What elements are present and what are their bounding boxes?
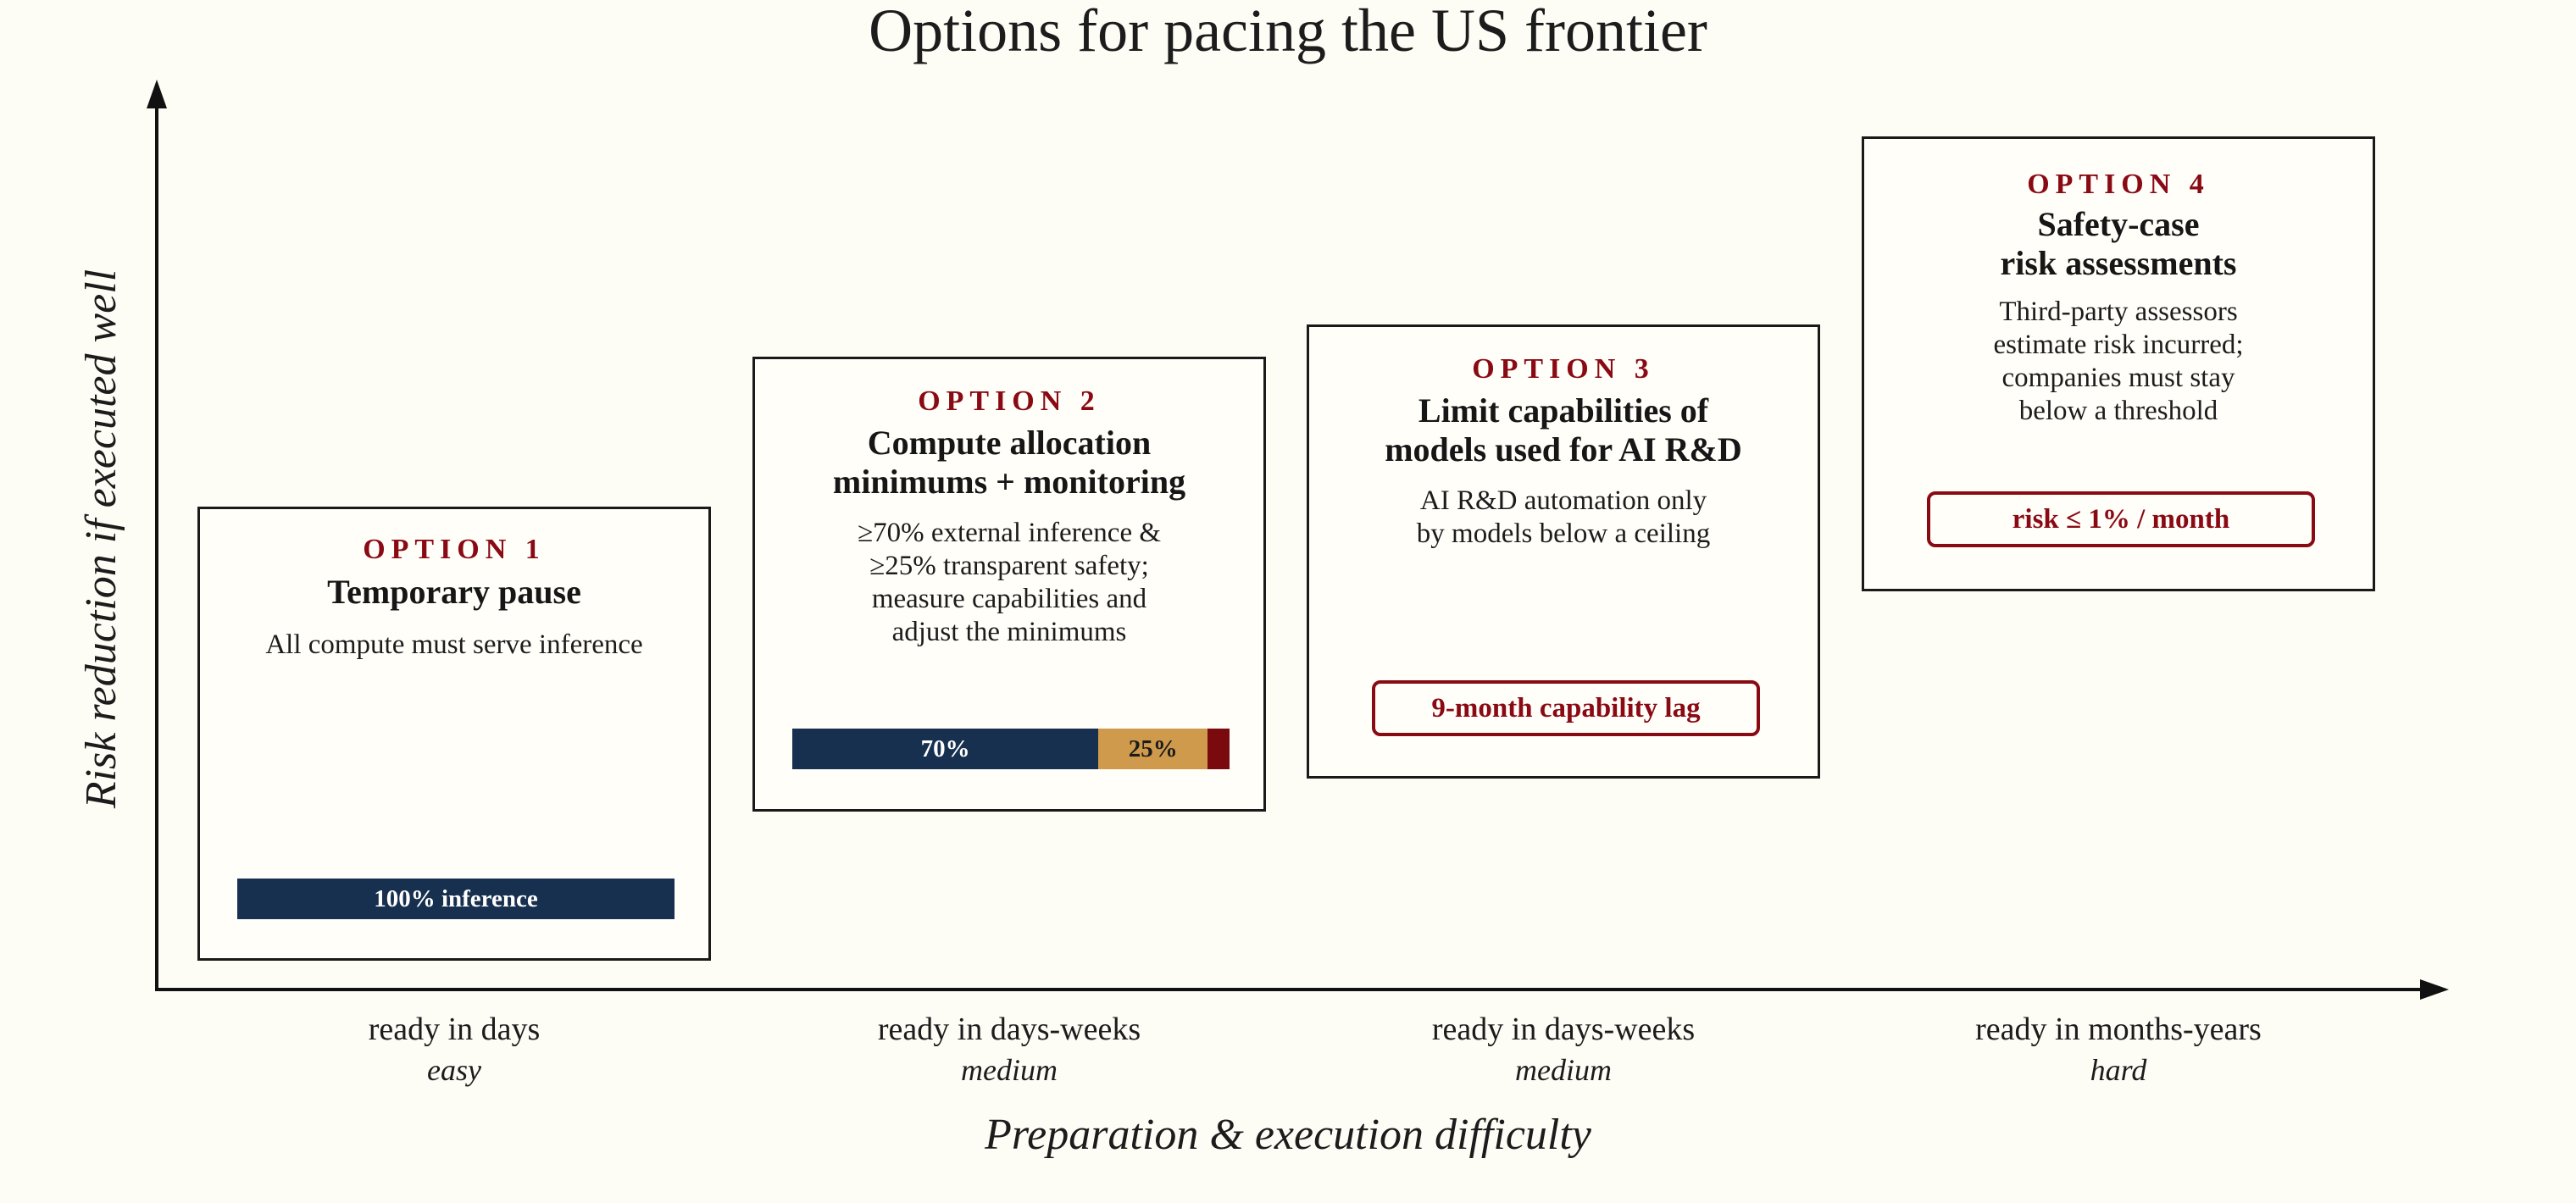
y-axis-title: Risk reduction if executed well: [77, 269, 125, 809]
option-3-badge: 9-month capability lag: [1372, 680, 1760, 736]
x-category-4: [1898, 1010, 2339, 1091]
option-1-description: [200, 629, 708, 662]
option-3-description: [1309, 485, 1818, 551]
option-1-title-line: Temporary pause: [327, 573, 581, 611]
option-3-title: [1309, 391, 1818, 469]
option-2-inference-label: 70%: [920, 735, 970, 762]
option-1-desc-line: All compute must serve inference: [265, 629, 643, 660]
option-3-desc-line: by models below a ceiling: [1416, 518, 1711, 549]
option-2-label: OPTION 2: [918, 385, 1101, 417]
option-2-allocation-bar: [792, 729, 1230, 769]
option-2-inference-segment: [792, 729, 1098, 769]
option-4-desc-line: estimate risk incurred;: [1993, 330, 2244, 360]
option-4-title: [1864, 205, 2373, 283]
option-1-bar-label: 100% inference: [374, 884, 538, 912]
option-4-desc-line: companies must stay: [2001, 363, 2235, 393]
option-4-box: [1862, 136, 2375, 591]
option-2-remainder-segment: [1208, 729, 1230, 769]
option-1-inference-bar: [237, 879, 675, 919]
x-category-difficulty: medium: [961, 1053, 1058, 1087]
option-2-safety-segment: [1098, 729, 1208, 769]
option-1-title: [200, 573, 708, 612]
x-category-3: [1343, 1010, 1784, 1091]
option-2-desc-line: adjust the minimums: [891, 617, 1127, 647]
option-1-inference-segment: [237, 879, 675, 919]
option-4-desc-line: Third-party assessors: [1999, 297, 2238, 327]
option-2-desc-line: ≥25% transparent safety;: [869, 551, 1149, 581]
diagram-title: Options for pacing the US frontier: [869, 0, 1707, 64]
option-2-safety-label: 25%: [1128, 735, 1178, 762]
option-3-box: [1307, 324, 1820, 779]
option-2-desc-line: measure capabilities and: [871, 584, 1147, 614]
x-category-difficulty: medium: [1515, 1053, 1612, 1087]
option-3-title-line: models used for AI R&D: [1385, 430, 1742, 468]
option-2-description: [755, 517, 1263, 649]
option-4-badge: risk ≤ 1% / month: [1927, 491, 2315, 547]
option-1-label: OPTION 1: [363, 534, 546, 565]
option-3-label: OPTION 3: [1472, 353, 1655, 385]
x-category-1: [234, 1010, 675, 1091]
option-4-title-line: Safety-case: [2037, 205, 2200, 243]
x-category-difficulty: hard: [2090, 1053, 2147, 1087]
option-1-box: [197, 507, 711, 961]
option-2-box: [752, 357, 1266, 812]
x-category-difficulty: easy: [427, 1053, 481, 1087]
option-4-title-line: risk assessments: [2000, 244, 2237, 282]
option-2-desc-line: ≥70% external inference &: [857, 518, 1162, 548]
option-3-desc-line: AI R&D automation only: [1419, 485, 1707, 516]
x-category-ready: ready in days-weeks: [1431, 1012, 1696, 1047]
x-category-2: [789, 1010, 1230, 1091]
option-2-title-line: Compute allocation: [867, 424, 1152, 462]
option-4-description: [1864, 296, 2373, 428]
option-4-label: OPTION 4: [2027, 169, 2210, 200]
x-category-ready: ready in months-years: [1975, 1012, 2262, 1047]
option-2-title: [755, 424, 1263, 502]
option-2-title-line: minimums + monitoring: [832, 463, 1186, 501]
option-4-desc-line: below a threshold: [2018, 396, 2218, 426]
y-axis-arrowhead: [147, 80, 167, 108]
x-category-ready: ready in days: [368, 1012, 541, 1047]
x-category-ready: ready in days-weeks: [877, 1012, 1141, 1047]
option-3-title-line: Limit capabilities of: [1418, 391, 1709, 430]
x-axis-arrowhead: [2420, 979, 2449, 1000]
x-axis-title: Preparation & execution difficulty: [985, 1111, 1591, 1159]
